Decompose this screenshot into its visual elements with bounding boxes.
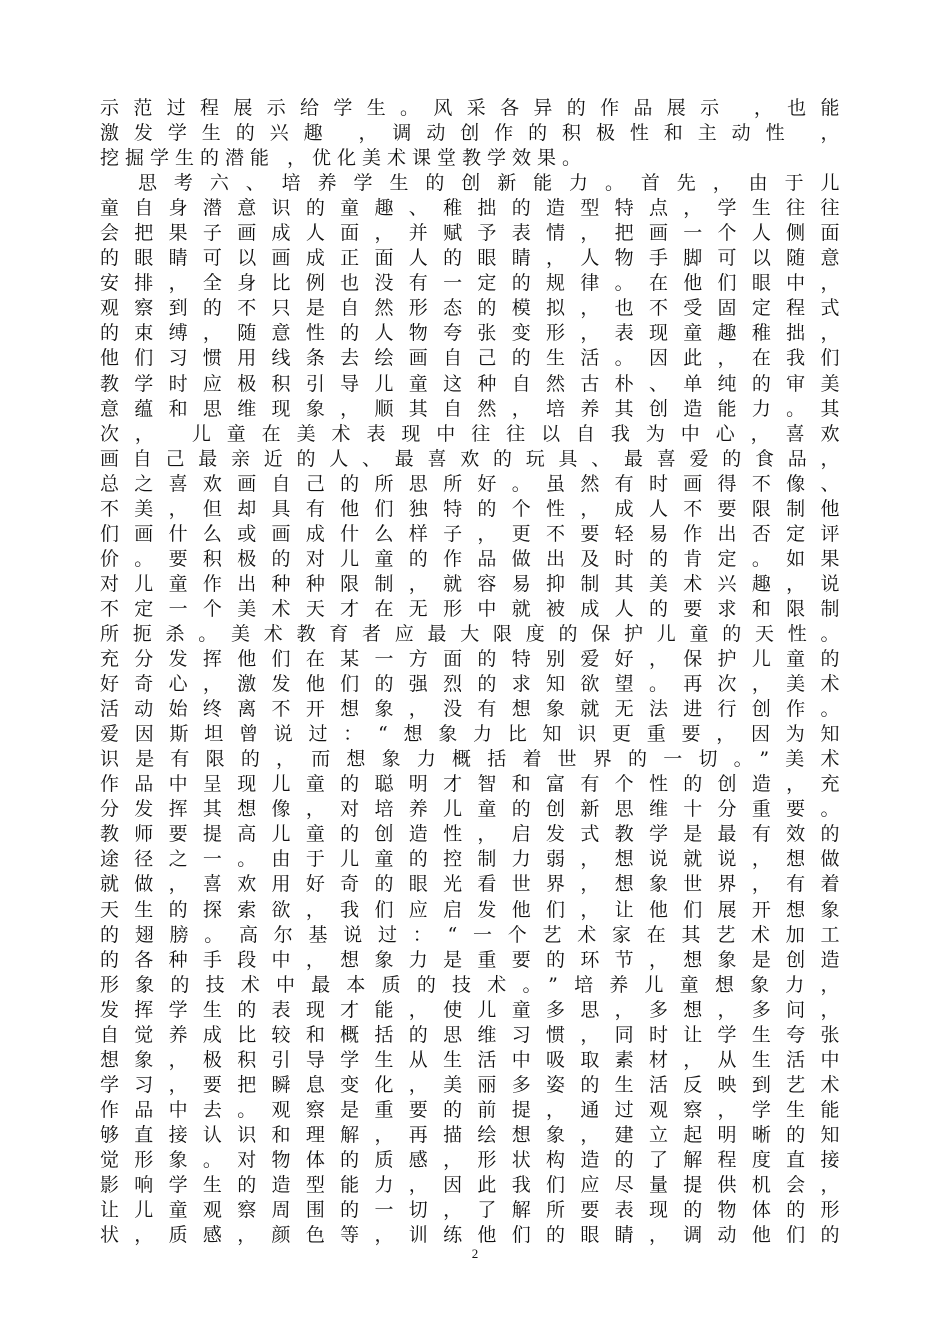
text-line: 童自身潜意识的童趣、稚拙的造型特点，学生往往 xyxy=(100,197,840,220)
text-line: 自觉养成比较和概括的思维习惯，同时让学生夸张 xyxy=(100,1023,840,1046)
text-line: 活动始终离不开想象，没有想象就无法进行创作。 xyxy=(100,698,840,721)
text-line: 的翅膀。高尔基说过：“一个艺术家在其艺术加工 xyxy=(100,923,840,946)
text-line: 形象的技术中最本质的技术。”培养儿童想象力， xyxy=(100,973,840,996)
text-line: 他们习惯用线条去绘画自己的生活。因此，在我们 xyxy=(100,347,840,370)
text-line: 的束缚，随意性的人物夸张变形，表现童趣稚拙， xyxy=(100,322,840,345)
text-line: 教学时应极积引导儿童这种自然古朴、单纯的审美 xyxy=(100,372,840,395)
text-line: 意蕴和思维现象，顺其自然，培养其创造能力。其 xyxy=(100,397,840,420)
text-line: 会把果子画成人面，并赋予表情，把画一个人侧面 xyxy=(100,222,840,245)
text-line: 示范过程展示给学生。风采各异的作品展示 ，也能 xyxy=(100,97,840,119)
text-line: 分发挥其想像，对培养儿童的创新思维十分重要。 xyxy=(100,798,840,821)
text-line: 就做，喜欢用好奇的眼光看世界，想象世界，有着 xyxy=(100,873,840,896)
text-line: 次， 儿童在美术表现中往往以自我为中心，喜欢 xyxy=(100,422,840,445)
text-line: 思考六、培养学生的创新能力。首先，由于儿 xyxy=(138,172,840,195)
text-line: 所扼杀。美术教育者应最大限度的保护儿童的天性。 xyxy=(100,622,840,645)
text-line: 让儿童观察周围的一切，了解所要表现的物体的形 xyxy=(100,1199,840,1222)
text-line: 们画什么或画成什么样子，更不要轻易作出否定评 xyxy=(100,522,840,545)
text-line: 画自己最亲近的人、最喜欢的玩具、最喜爱的食品， xyxy=(100,447,840,470)
text-line: 教师要提高儿童的创造性，启发式教学是最有效的 xyxy=(100,823,840,846)
text-line: 识是有限的，而想象力概括着世界的一切。”美术 xyxy=(100,748,840,771)
text-line: 挖掘学生的潜能 ，优化美术课堂教学效果。 xyxy=(100,147,588,170)
text-line: 充分发挥他们在某一方面的特别爱好，保护儿童的 xyxy=(100,648,840,671)
text-line: 作品中去。观察是重要的前提，通过观察，学生能 xyxy=(100,1098,840,1121)
text-line: 觉形象。对物体的质感，形状构造的了解程度直接 xyxy=(100,1148,840,1171)
text-line: 的眼睛可以画成正面人的眼睛，人物手脚可以随意 xyxy=(100,247,840,270)
text-line: 途径之一。由于儿童的控制力弱，想说就说，想做 xyxy=(100,848,840,871)
text-line: 的各种手段中，想象力是重要的环节，想象是创造 xyxy=(100,948,840,971)
text-line: 学习，要把瞬息变化，美丽多姿的生活反映到艺术 xyxy=(100,1073,840,1096)
text-line: 爱因斯坦曾说过：“想象力比知识更重要，因为知 xyxy=(100,723,840,746)
text-line: 观察到的不只是自然形态的模拟，也不受固定程式 xyxy=(100,297,840,320)
text-line: 天生的探索欲，我们应启发他们，让他们展开想象 xyxy=(100,898,840,921)
body-text xyxy=(100,96,840,1248)
text-line: 激发学生的兴趣 ，调动创作的积极性和主动性 ， xyxy=(100,122,840,145)
page-number: 2 xyxy=(471,1246,479,1261)
text-line: 不美，但却具有他们独特的个性，成人不要限制他 xyxy=(100,497,840,520)
text-line: 对儿童作出种种限制，就容易抑制其美术兴趣，说 xyxy=(100,572,840,595)
text-line: 好奇心，激发他们的强烈的求知欲望。再次，美术 xyxy=(100,673,840,696)
text-line: 价。要积极的对儿童的作品做出及时的肯定。如果 xyxy=(100,547,840,570)
text-line: 发挥学生的表现才能，使儿童多思，多想，多问， xyxy=(100,998,840,1021)
text-line: 够直接认识和理解，再描绘想象，建立起明晰的知 xyxy=(100,1123,840,1146)
text-line: 状，质感，颜色等，训练他们的眼睛，调动他们的 xyxy=(100,1224,840,1247)
text-line: 作品中呈现儿童的聪明才智和富有个性的创造，充 xyxy=(100,773,840,796)
text-line: 不定一个美术天才在无形中就被成人的要求和限制 xyxy=(100,597,840,620)
text-line: 影响学生的造型能力，因此我们应尽量提供机会， xyxy=(100,1174,840,1197)
text-line: 安排，全身比例也没有一定的规律。在他们眼中， xyxy=(100,272,840,295)
text-line: 总之喜欢画自己的所思所好。虽然有时画得不像、 xyxy=(100,472,840,495)
text-line: 想象，极积引导学生从生活中吸取素材，从生活中 xyxy=(100,1048,840,1071)
